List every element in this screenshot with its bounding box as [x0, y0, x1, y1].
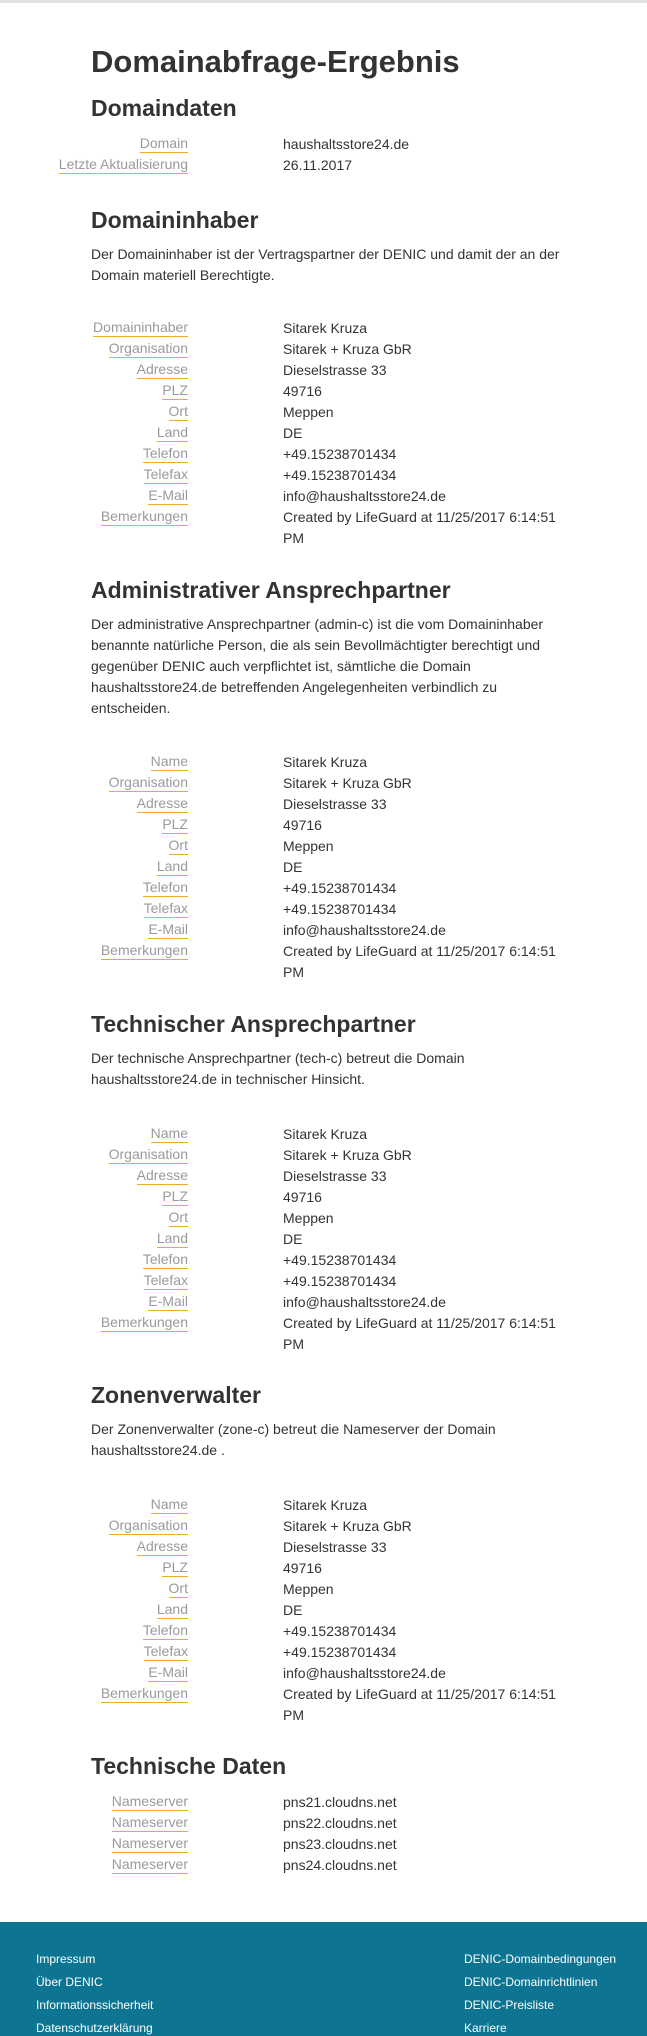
row-value: +49.15238701434: [283, 1623, 397, 1639]
info-row: [91, 360, 571, 381]
row-value: 49716: [283, 1189, 322, 1205]
row-label: Telefon: [142, 1622, 188, 1638]
info-table: [91, 318, 571, 549]
row-label: Domain: [139, 135, 188, 151]
row-value: Meppen: [283, 1581, 334, 1597]
info-row: [91, 1124, 571, 1145]
row-label: Domaininhaber: [93, 319, 188, 335]
info-row: [91, 941, 571, 983]
info-row: [91, 507, 571, 549]
row-value: Sitarek + Kruza GbR: [283, 775, 412, 791]
row-label: E-Mail: [148, 487, 188, 503]
row-value: DE: [283, 425, 303, 441]
info-row: [91, 1621, 571, 1642]
info-row: [91, 878, 571, 899]
row-value: Meppen: [283, 404, 334, 420]
row-value: info@haushaltsstore24.de: [283, 1665, 446, 1681]
section-heading: Domaininhaber: [91, 207, 259, 233]
section-heading: Technischer Ansprechpartner: [91, 1011, 416, 1037]
row-value: Sitarek + Kruza GbR: [283, 341, 412, 357]
row-value: Sitarek + Kruza GbR: [283, 1147, 412, 1163]
row-label: Letzte Aktualisierung: [58, 156, 188, 172]
row-value: pns22.cloudns.net: [283, 1815, 397, 1831]
section-tech-c: [91, 1010, 571, 1352]
row-label: Adresse: [136, 795, 188, 811]
info-row: [91, 1813, 571, 1834]
info-row: [91, 1642, 571, 1663]
row-label: Nameserver: [111, 1814, 188, 1830]
info-row: [91, 1229, 571, 1250]
section-description: Der Zonenverwalter (zone-c) betreut die Nameserver der Domain haushaltsstore24.de .: [91, 1421, 496, 1458]
info-row: [91, 1292, 571, 1313]
info-table: [58, 134, 571, 176]
info-row: [58, 155, 571, 176]
row-label: Nameserver: [111, 1856, 188, 1872]
row-label: PLZ: [162, 816, 188, 832]
row-label: Ort: [168, 1209, 188, 1225]
row-value: info@haushaltsstore24.de: [283, 922, 446, 938]
row-value: pns21.cloudns.net: [283, 1794, 397, 1810]
info-row: [91, 423, 571, 444]
info-row: [91, 815, 571, 836]
row-value: Created by LifeGuard at 11/25/2017 6:14:51 PM: [283, 943, 556, 980]
row-value: 49716: [283, 1560, 322, 1576]
row-label: Telefon: [142, 445, 188, 461]
row-label: Ort: [168, 837, 188, 853]
info-row: [91, 752, 571, 773]
top-border: [0, 0, 647, 3]
row-value: Dieselstrasse 33: [283, 796, 387, 812]
row-value: Sitarek Kruza: [283, 1126, 368, 1142]
footer-link-domainbedingungen[interactable]: DENIC-Domainbedingungen: [464, 1952, 617, 1966]
section-description: Der technische Ansprechpartner (tech-c) betreut die Domain haushaltsstore24.de in technischer Hinsicht.: [91, 1050, 465, 1087]
row-label: PLZ: [162, 382, 188, 398]
footer-link-domainrichtlinien[interactable]: DENIC-Domainrichtlinien: [464, 1975, 598, 1989]
row-value: Sitarek Kruza: [283, 1497, 368, 1513]
row-label: E-Mail: [148, 921, 188, 937]
section-heading: Administrativer Ansprechpartner: [91, 577, 451, 603]
info-row: [91, 444, 571, 465]
row-value: 49716: [283, 383, 322, 399]
info-row: [91, 1313, 571, 1355]
info-row: [91, 1579, 571, 1600]
row-value: +49.15238701434: [283, 1252, 397, 1268]
section-description: Der Domaininhaber ist der Vertragspartner der DENIC und damit der an der Domain materiell Berechtigte.: [91, 246, 560, 283]
footer-link-ueber-denic[interactable]: Über DENIC: [36, 1975, 103, 1989]
row-label: PLZ: [162, 1559, 188, 1575]
row-value: Created by LifeGuard at 11/25/2017 6:14:51 PM: [283, 509, 556, 546]
row-label: Name: [150, 753, 188, 769]
row-value: Sitarek Kruza: [283, 320, 368, 336]
row-label: Land: [156, 424, 188, 440]
info-row: [91, 1250, 571, 1271]
row-label: Name: [150, 1496, 188, 1512]
info-row: [91, 1855, 571, 1876]
info-row: [91, 1495, 571, 1516]
row-label: Nameserver: [111, 1793, 188, 1809]
row-label: Ort: [168, 403, 188, 419]
info-row: [91, 1834, 571, 1855]
section-description: Der administrative Ansprechpartner (admin-c) ist die vom Domaininhaber benannte natürliche Person, die als sein Bevollmächtigter berechtigt und gegenüber DENIC auch verpflichtet ist, sämtliche die Domain haushaltsstore24.de betreffenden Angelegenheiten verbindlich zu entscheiden.: [91, 616, 544, 716]
row-value: DE: [283, 1231, 303, 1247]
row-value: DE: [283, 859, 303, 875]
info-row: [91, 318, 571, 339]
row-value: Sitarek + Kruza GbR: [283, 1518, 412, 1534]
row-value: pns23.cloudns.net: [283, 1836, 397, 1852]
row-value: Dieselstrasse 33: [283, 1168, 387, 1184]
info-row: [91, 1166, 571, 1187]
row-label: E-Mail: [148, 1664, 188, 1680]
row-label: Organisation: [108, 340, 188, 356]
info-row: [91, 465, 571, 486]
row-label: Bemerkungen: [100, 508, 188, 524]
section-domaininhaber: [91, 206, 571, 546]
row-label: Organisation: [108, 1146, 188, 1162]
row-value: DE: [283, 1602, 303, 1618]
row-label: Bemerkungen: [100, 1685, 188, 1701]
info-row: [91, 899, 571, 920]
info-row: [91, 1792, 571, 1813]
row-value: +49.15238701434: [283, 1644, 397, 1660]
footer-link-impressum[interactable]: Impressum: [36, 1952, 96, 1966]
info-row: [91, 1516, 571, 1537]
row-value: info@haushaltsstore24.de: [283, 1294, 446, 1310]
row-value: Sitarek Kruza: [283, 754, 368, 770]
info-row: [91, 381, 571, 402]
info-row: [91, 773, 571, 794]
row-value: haushaltsstore24.de: [283, 136, 410, 152]
row-label: Telefax: [143, 466, 188, 482]
row-label: Land: [156, 1230, 188, 1246]
info-row: [91, 857, 571, 878]
row-value: info@haushaltsstore24.de: [283, 488, 446, 504]
info-row: [91, 339, 571, 360]
footer-link-datenschutzerklaerung[interactable]: Datenschutzerklärung: [36, 2021, 153, 2035]
info-row: [91, 1684, 571, 1726]
info-row: [91, 1208, 571, 1229]
row-value: +49.15238701434: [283, 446, 397, 462]
info-row: [91, 920, 571, 941]
row-value: +49.15238701434: [283, 901, 397, 917]
row-label: Organisation: [108, 1517, 188, 1533]
row-label: Land: [156, 858, 188, 874]
section-technische-daten: [91, 1752, 571, 1873]
row-label: PLZ: [162, 1188, 188, 1204]
row-label: Name: [150, 1125, 188, 1141]
row-value: Dieselstrasse 33: [283, 1539, 387, 1555]
info-row: [91, 794, 571, 815]
row-label: Telefax: [143, 900, 188, 916]
row-label: Adresse: [136, 1167, 188, 1183]
row-value: pns24.cloudns.net: [283, 1857, 397, 1873]
row-value: 26.11.2017: [283, 157, 353, 173]
row-label: Telefon: [142, 1251, 188, 1267]
row-label: Ort: [168, 1580, 188, 1596]
section-heading: Domaindaten: [91, 95, 237, 121]
info-row: [91, 836, 571, 857]
info-row: [91, 1271, 571, 1292]
footer-link-karriere[interactable]: Karriere: [464, 2021, 507, 2035]
info-row: [91, 1537, 571, 1558]
row-label: Bemerkungen: [100, 1314, 188, 1330]
row-label: Adresse: [136, 361, 188, 377]
info-row: [91, 1600, 571, 1621]
info-row: [91, 1663, 571, 1684]
section-admin-c: [91, 576, 571, 980]
row-label: Telefax: [143, 1272, 188, 1288]
info-table: [91, 1495, 571, 1726]
row-value: Meppen: [283, 1210, 334, 1226]
info-row: [91, 1187, 571, 1208]
row-value: Created by LifeGuard at 11/25/2017 6:14:51 PM: [283, 1686, 556, 1723]
row-label: Land: [156, 1601, 188, 1617]
row-label: Adresse: [136, 1538, 188, 1554]
row-value: +49.15238701434: [283, 1273, 397, 1289]
info-table: [91, 1124, 571, 1355]
row-label: Telefon: [142, 879, 188, 895]
page-title: Domainabfrage-Ergebnis: [91, 44, 460, 79]
row-value: Dieselstrasse 33: [283, 362, 387, 378]
row-value: 49716: [283, 817, 322, 833]
row-label: Organisation: [108, 774, 188, 790]
footer: [0, 1922, 647, 2036]
footer-link-informationssicherheit[interactable]: Informationssicherheit: [36, 1998, 154, 2012]
info-table: [91, 1792, 571, 1876]
section-heading: Zonenverwalter: [91, 1382, 261, 1408]
row-label: Nameserver: [111, 1835, 188, 1851]
info-row: [91, 486, 571, 507]
info-row: [91, 1145, 571, 1166]
info-table: [91, 752, 571, 983]
row-value: Meppen: [283, 838, 334, 854]
section-heading: Technische Daten: [91, 1753, 287, 1779]
section-zone-c: [91, 1381, 571, 1723]
row-value: Created by LifeGuard at 11/25/2017 6:14:51 PM: [283, 1315, 556, 1352]
info-row: [91, 402, 571, 423]
row-value: +49.15238701434: [283, 467, 397, 483]
row-value: +49.15238701434: [283, 880, 397, 896]
row-label: E-Mail: [148, 1293, 188, 1309]
info-row: [91, 134, 571, 155]
section-domaindaten: [58, 94, 571, 173]
row-label: Telefax: [143, 1643, 188, 1659]
row-label: Bemerkungen: [100, 942, 188, 958]
footer-link-preisliste[interactable]: DENIC-Preisliste: [464, 1998, 555, 2012]
info-row: [91, 1558, 571, 1579]
